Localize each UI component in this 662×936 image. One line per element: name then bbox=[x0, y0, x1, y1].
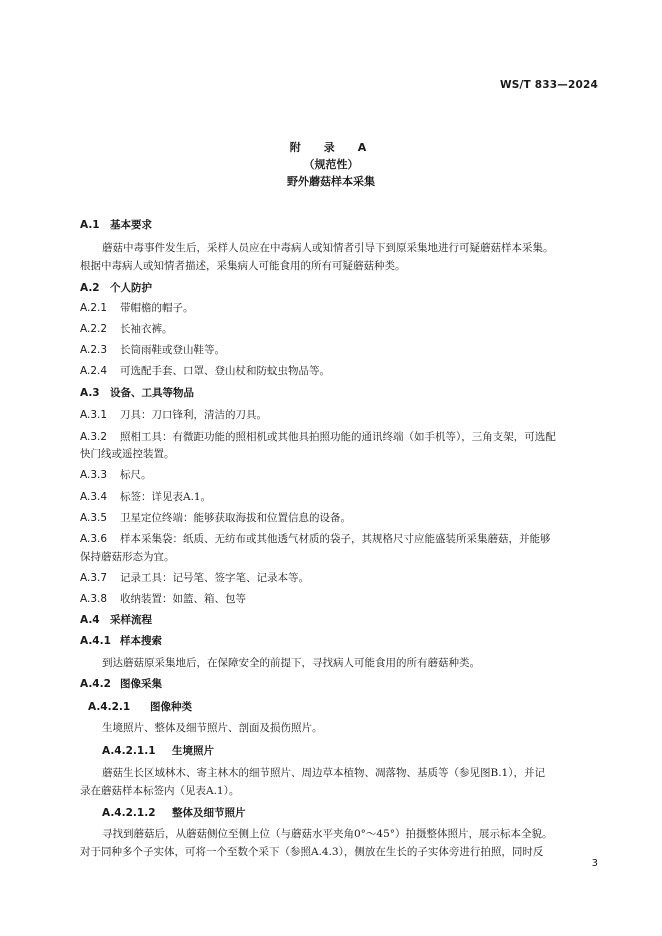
line-text: 样本搜索 bbox=[120, 635, 162, 647]
clause-item bbox=[80, 322, 173, 336]
line-text: 蘑菇中毒事件发生后，采样人员应在中毒病人或知情者引导下到原采集地进行可疑蘑菇样本采集。 bbox=[102, 242, 554, 254]
section-heading bbox=[80, 677, 162, 691]
clause-item bbox=[80, 343, 225, 357]
paragraph-line bbox=[80, 845, 543, 859]
clause-number: A.2 bbox=[80, 282, 100, 294]
line-text: 整体及细节照片 bbox=[172, 807, 246, 819]
paragraph-line bbox=[102, 656, 480, 670]
clause-number: A.4 bbox=[80, 614, 100, 626]
paragraph-line bbox=[102, 241, 554, 255]
line-text: 图像采集 bbox=[120, 678, 162, 690]
section-heading bbox=[80, 281, 152, 295]
line-text: 可选配手套、口罩、登山杖和防蚊虫物品等。 bbox=[120, 365, 330, 377]
clause-number: A.4.2.1.1 bbox=[102, 745, 156, 757]
line-text: 生境照片、整体及细节照片、剖面及损伤照片。 bbox=[102, 722, 323, 734]
line-text: 图像种类 bbox=[150, 701, 192, 713]
clause-number: A.4.2 bbox=[80, 678, 111, 690]
clause-item bbox=[80, 364, 330, 378]
paragraph-line bbox=[80, 550, 175, 564]
clause-number: A.2.3 bbox=[80, 344, 108, 356]
line-text: 生境照片 bbox=[172, 745, 214, 757]
clause-number: A.4.2.1.2 bbox=[102, 807, 156, 819]
line-text: 照相工具：有微距功能的照相机或其他具拍照功能的通讯终端（如手机等），三角支架，可选配 bbox=[120, 431, 556, 443]
clause-item bbox=[80, 490, 211, 504]
line-text: 对于同种多个子实体，可将一个至数个采下（参照A.4.3），侧放在生长的子实体旁进行拍照，同时反 bbox=[80, 846, 544, 858]
section-heading bbox=[80, 386, 194, 400]
line-text: 刀具：刀口锋利，清洁的刀具。 bbox=[120, 409, 267, 421]
section-heading bbox=[80, 634, 162, 648]
line-text: 带帽檐的帽子。 bbox=[120, 302, 194, 314]
clause-number: A.4.2.1 bbox=[88, 701, 131, 713]
line-text: 寻找到蘑菇后，从蘑菇侧位至侧上位（与蘑菇水平夹角0°～45°）拍摄整体照片，展示标本全貌。 bbox=[102, 828, 553, 840]
paragraph-line bbox=[102, 721, 323, 735]
line-text: 记录工具：记号笔、签字笔、记录本等。 bbox=[120, 572, 309, 584]
line-text: 长袖衣裤。 bbox=[120, 323, 173, 335]
clause-number: A.1 bbox=[80, 219, 100, 231]
line-text: 卫星定位终端：能够获取海拔和位置信息的设备。 bbox=[120, 512, 351, 524]
line-text: 保持蘑菇形态为宜。 bbox=[80, 551, 175, 563]
page-number: 3 bbox=[591, 858, 598, 869]
clause-number: A.3.1 bbox=[80, 409, 108, 421]
clause-item bbox=[80, 301, 194, 315]
clause-number: A.3.7 bbox=[80, 572, 108, 584]
clause-item bbox=[80, 592, 246, 606]
paragraph-line bbox=[102, 827, 553, 841]
section-heading bbox=[88, 700, 192, 714]
clause-item bbox=[80, 468, 152, 482]
line-text: 标签：详见表A.1。 bbox=[120, 491, 212, 503]
line-text: 基本要求 bbox=[110, 219, 152, 231]
line-text: 采样流程 bbox=[110, 614, 152, 626]
clause-number: A.3.2 bbox=[80, 431, 108, 443]
line-text: 蘑菇生长区域林木、寄主林木的细节照片、周边草本植物、凋落物、基质等（参见图B.1），并记 bbox=[102, 767, 545, 779]
clause-number: A.2.1 bbox=[80, 302, 108, 314]
clause-number: A.2.2 bbox=[80, 323, 108, 335]
paragraph-line bbox=[80, 259, 406, 273]
clause-number: A.3.8 bbox=[80, 593, 108, 605]
clause-number: A.3.3 bbox=[80, 469, 108, 481]
clause-number: A.4.1 bbox=[80, 635, 111, 647]
clause-item bbox=[80, 511, 351, 525]
clause-item bbox=[80, 408, 267, 422]
clause-item bbox=[80, 430, 556, 444]
annex-name: 野外蘑菇样本采集 bbox=[287, 175, 375, 188]
clause-number: A.3.6 bbox=[80, 533, 108, 545]
section-heading bbox=[80, 218, 152, 232]
document-code: WS/T 833—2024 bbox=[499, 79, 598, 91]
clause-item bbox=[80, 571, 309, 585]
paragraph-line bbox=[102, 766, 545, 780]
section-heading bbox=[102, 806, 246, 820]
line-text: 收纳装置：如篮、箱、包等 bbox=[120, 593, 246, 605]
line-text: 长筒雨鞋或登山鞋等。 bbox=[120, 344, 225, 356]
annex-title: 附 录 A bbox=[289, 141, 373, 154]
line-text: 根据中毒病人或知情者描述，采集病人可能食用的所有可疑蘑菇种类。 bbox=[80, 260, 406, 272]
line-text: 快门线或遥控装置。 bbox=[80, 448, 175, 460]
line-text: 标尺。 bbox=[120, 469, 152, 481]
clause-number: A.2.4 bbox=[80, 365, 108, 377]
line-text: 录在蘑菇样本标签内（见表A.1）。 bbox=[80, 785, 240, 797]
section-heading bbox=[80, 613, 152, 627]
clause-number: A.3.4 bbox=[80, 491, 108, 503]
clause-number: A.3.5 bbox=[80, 512, 108, 524]
paragraph-line bbox=[80, 784, 239, 798]
line-text: 样本采集袋：纸质、无纺布或其他透气材质的袋子，其规格尺寸应能盛装所采集蘑菇，并能够 bbox=[120, 533, 551, 545]
annex-kind: （规范性） bbox=[303, 158, 359, 171]
clause-item bbox=[80, 532, 551, 546]
paragraph-line bbox=[80, 447, 175, 461]
line-text: 到达蘑菇原采集地后，在保障安全的前提下，寻找病人可能食用的所有蘑菇种类。 bbox=[102, 657, 480, 669]
line-text: 设备、工具等物品 bbox=[110, 387, 194, 399]
line-text: 个人防护 bbox=[110, 282, 152, 294]
clause-number: A.3 bbox=[80, 387, 100, 399]
section-heading bbox=[102, 744, 214, 758]
